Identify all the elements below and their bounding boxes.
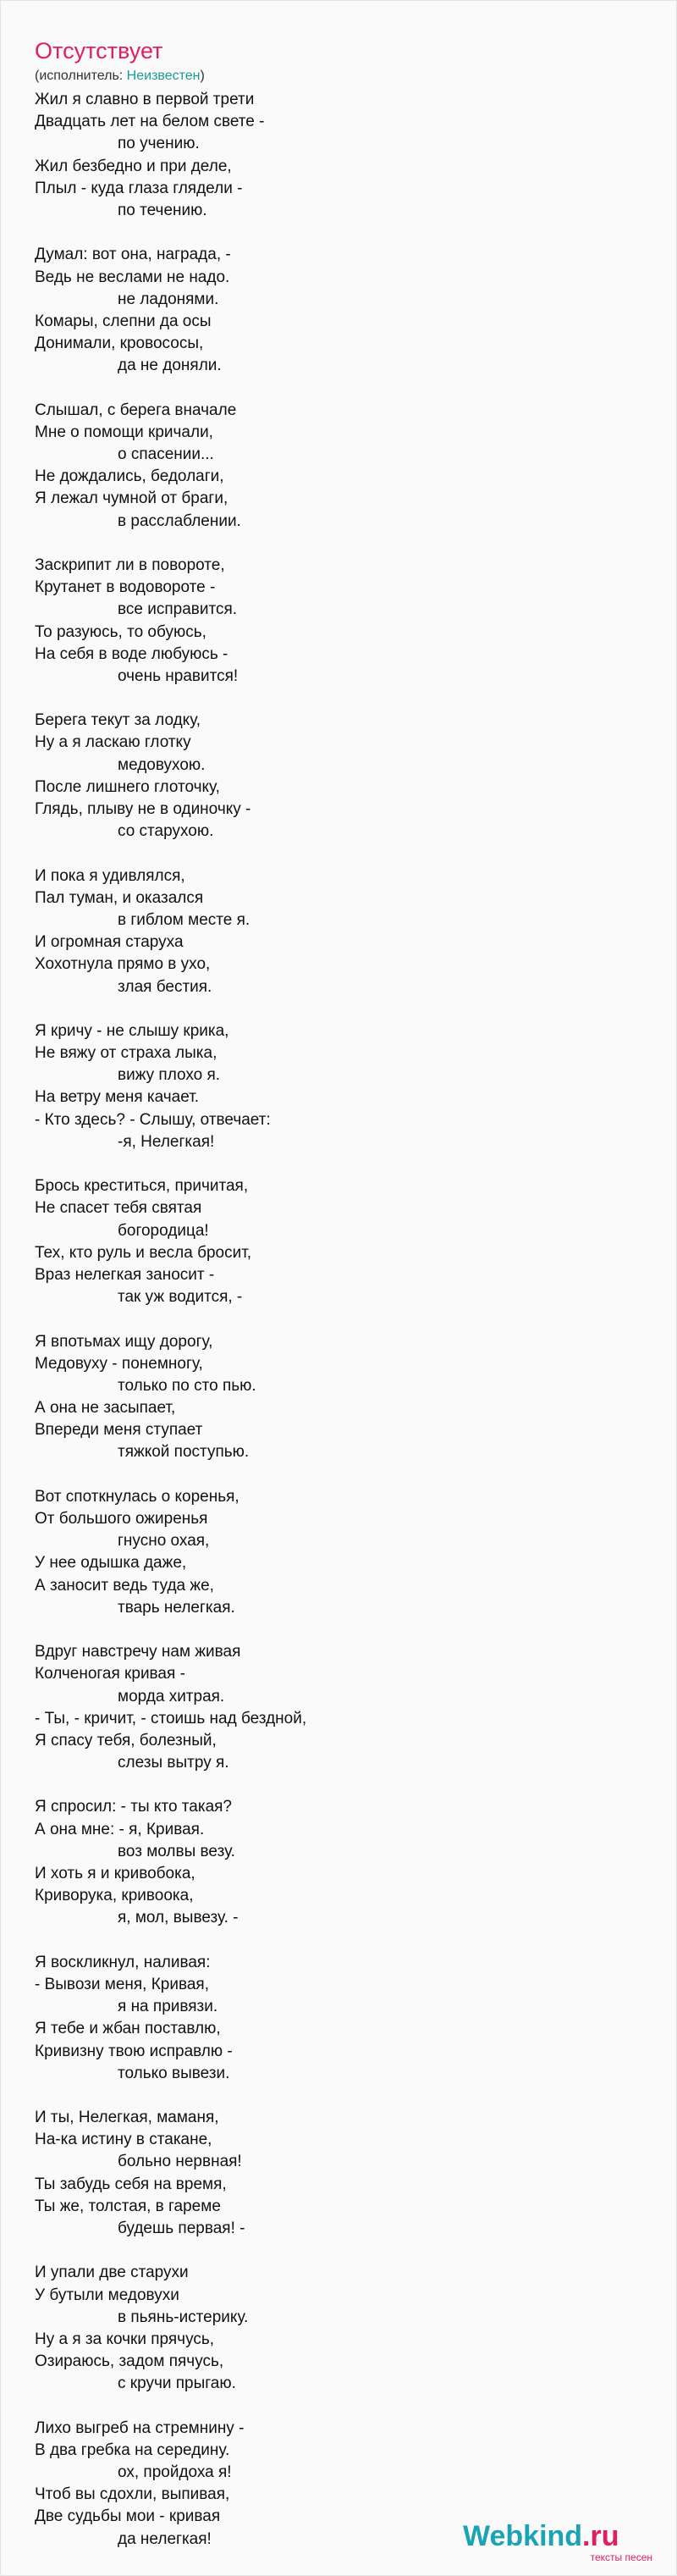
- lyrics-stanza: [35, 89, 644, 222]
- lyric-line: я на привязи.: [118, 1998, 218, 2016]
- lyric-line: - Кто здесь? - Слышу, отвечает:: [35, 1110, 271, 1129]
- lyrics-stanza: [35, 1796, 644, 1929]
- lyrics-stanza: [35, 2262, 644, 2395]
- lyric-line: Две судьбы мои - кривая: [35, 2507, 221, 2526]
- lyric-line: Не дождались, бедолаги,: [35, 467, 224, 486]
- lyric-line: Вот споткнулась о коренья,: [35, 1487, 239, 1506]
- lyric-line: В два гребка на середину.: [35, 2441, 230, 2459]
- lyric-line: И ты, Нелегкая, маманя,: [35, 2109, 219, 2127]
- lyric-line: На ветру меня качает.: [35, 1088, 200, 1107]
- watermark-tagline: тексты песен: [590, 2551, 652, 2563]
- lyric-line: А заносит ведь туда же,: [35, 1576, 214, 1595]
- lyric-line: Озираюсь, задом пячусь,: [35, 2352, 224, 2371]
- lyric-line: И хоть я и кривобока,: [35, 1865, 195, 1882]
- lyric-line: Колченогая кривая -: [35, 1665, 185, 1683]
- lyric-line: Берега текут за лодку,: [35, 711, 201, 730]
- lyric-line: У бутыли медовухи: [35, 2286, 179, 2304]
- lyric-line: больно нервная!: [118, 2153, 242, 2171]
- lyric-line: Глядь, плыву не в одиночку -: [35, 800, 251, 818]
- lyric-line: морда хитрая.: [118, 1687, 225, 1705]
- lyric-line: Донимали, кровососы,: [35, 334, 204, 353]
- lyric-line: в пьянь-истерику.: [118, 2308, 249, 2326]
- lyric-line: И огромная старуха: [35, 933, 184, 952]
- lyric-line: Не вяжу от страха лыка,: [35, 1044, 217, 1063]
- lyric-line: - Вывози меня, Кривая,: [35, 1975, 210, 1993]
- lyrics-stanza: [35, 1020, 644, 1153]
- lyric-line: Я спросил: - ты кто такая?: [35, 1798, 232, 1816]
- lyric-line: Криворука, кривоока,: [35, 1887, 194, 1905]
- lyric-line: со старухою.: [118, 822, 214, 841]
- lyric-line: Медовуху - понемногу,: [35, 1354, 203, 1373]
- lyric-line: все исправится.: [118, 600, 238, 619]
- subtitle-prefix: (исполнитель:: [35, 69, 127, 83]
- lyric-line: От большого ожиренья: [35, 1510, 208, 1528]
- lyric-line: Впереди меня ступает: [35, 1421, 203, 1440]
- lyric-line: ох, пройдоха я!: [118, 2463, 232, 2482]
- lyric-line: по течению.: [118, 201, 207, 219]
- lyric-line: вижу плохо я.: [118, 1066, 221, 1085]
- lyric-line: Пал туман, и оказался: [35, 888, 204, 907]
- lyric-line: Тех, кто руль и весла бросит,: [35, 1243, 252, 1262]
- song-subtitle: [35, 69, 205, 84]
- lyric-line: После лишнего глоточку,: [35, 777, 220, 796]
- lyric-line: злая бестия.: [118, 977, 212, 996]
- lyrics-stanza: [35, 865, 644, 998]
- watermark-brand: Webkind: [463, 2520, 583, 2552]
- lyric-line: тяжкой поступью.: [118, 1443, 250, 1462]
- lyric-line: Думал: вот она, награда, -: [35, 246, 231, 264]
- lyric-line: Жил безбедно и при деле,: [35, 157, 232, 175]
- lyric-line: У нее одышка даже,: [35, 1554, 187, 1573]
- lyric-line: Кривизну твою исправлю -: [35, 2042, 233, 2060]
- lyric-line: И упали две старухи: [35, 2264, 189, 2282]
- lyric-line: я, мол, вывезу. -: [118, 1909, 239, 1927]
- lyric-line: -я, Нелегкая!: [118, 1132, 215, 1151]
- lyric-line: Жил я славно в первой трети: [35, 91, 255, 108]
- lyric-line: Не спасет тебя святая: [35, 1199, 202, 1218]
- lyric-line: Я воскликнул, наливая:: [35, 1953, 211, 1971]
- lyrics-stanza: [35, 1952, 644, 2085]
- lyric-line: Я спасу тебя, болезный,: [35, 1731, 217, 1750]
- lyric-line: будешь первая! -: [118, 2219, 245, 2237]
- lyric-line: только по сто пью.: [118, 1376, 256, 1395]
- lyric-line: слезы вытру я.: [118, 1754, 229, 1772]
- lyrics-stanza: [35, 400, 644, 533]
- lyric-line: тварь нелегкая.: [118, 1598, 235, 1617]
- lyric-line: Слышал, с берега вначале: [35, 401, 237, 419]
- lyrics-stanza: [35, 244, 644, 377]
- lyrics-stanza: [35, 1331, 644, 1464]
- lyric-line: Заскрипит ли в повороте,: [35, 556, 225, 574]
- lyric-line: И пока я удивлялся,: [35, 866, 185, 885]
- lyric-line: очень нравится!: [118, 666, 239, 685]
- lyric-line: медовухою.: [118, 755, 206, 774]
- lyrics-stanza: [35, 555, 644, 688]
- lyric-line: гнусно охая,: [118, 1532, 210, 1551]
- lyric-line: Двадцать лет на белом свете -: [35, 113, 265, 131]
- lyric-line: Вдруг навстречу нам живая: [35, 1643, 241, 1661]
- lyric-line: Я впотьмах ищу дорогу,: [35, 1332, 213, 1351]
- lyric-line: На-ка истину в стакане,: [35, 2131, 212, 2149]
- lyric-line: Ты же, толстая, в гареме: [35, 2197, 221, 2215]
- lyric-line: воз молвы везу.: [118, 1842, 235, 1860]
- song-title: Отсутствует: [35, 38, 163, 64]
- lyric-line: не ладонями.: [118, 290, 219, 308]
- lyrics-stanza: [35, 710, 644, 843]
- lyric-line: Крутанет в водовороте -: [35, 578, 216, 597]
- lyric-line: Враз нелегкая заносит -: [35, 1265, 215, 1284]
- lyric-line: Лихо выгреб на стремнину -: [35, 2418, 245, 2437]
- lyric-line: А она мне: - я, Кривая.: [35, 1820, 205, 1838]
- lyric-line: Комары, слепни да осы: [35, 312, 212, 330]
- lyric-line: Ты забудь себя на время,: [35, 2175, 227, 2193]
- lyric-line: богородица!: [118, 1221, 209, 1240]
- subtitle-suffix: ): [200, 69, 205, 83]
- lyric-line: Ну а я за кочки прячусь,: [35, 2330, 215, 2348]
- lyric-line: в расслаблении.: [118, 511, 241, 530]
- lyric-line: о спасении...: [118, 445, 214, 463]
- lyric-line: Ведь не веслами не надо.: [35, 268, 230, 286]
- lyric-line: На себя в воде любуюсь -: [35, 644, 228, 663]
- site-watermark: [463, 2521, 658, 2563]
- lyric-line: - Ты, - кричит, - стоишь над бездной,: [35, 1709, 307, 1727]
- lyric-line: Мне о помощи кричали,: [35, 423, 213, 441]
- lyric-line: Хохотнула прямо в ухо,: [35, 955, 211, 974]
- lyric-line: А она не засыпает,: [35, 1399, 176, 1418]
- lyric-line: Я кричу - не слышу крика,: [35, 1021, 229, 1040]
- lyric-line: Ну а я ласкаю глотку: [35, 733, 191, 752]
- lyric-line: да нелегкая!: [118, 2529, 212, 2548]
- watermark-domain: .ru: [582, 2520, 619, 2552]
- lyric-line: по учению.: [118, 135, 200, 153]
- lyric-line: То разуюсь, то обуюсь,: [35, 622, 206, 641]
- lyric-line: Чтоб вы сдохли, выпивая,: [35, 2485, 230, 2504]
- lyric-line: Брось креститься, причитая,: [35, 1177, 249, 1196]
- lyric-line: Я тебе и жбан поставлю,: [35, 2020, 221, 2038]
- lyrics-stanza: [35, 2107, 644, 2240]
- lyrics-body: [35, 89, 644, 2573]
- artist-link[interactable]: Неизвестен: [126, 69, 201, 83]
- lyric-line: в гиблом месте я.: [118, 910, 250, 929]
- lyric-line: с кручи прыгаю.: [118, 2374, 236, 2393]
- watermark-logo: [463, 2521, 658, 2551]
- lyrics-stanza: [35, 1641, 644, 1774]
- lyric-line: Я лежал чумной от браги,: [35, 489, 228, 508]
- lyric-line: Плыл - куда глаза глядели -: [35, 179, 243, 197]
- lyric-line: только вывези.: [118, 2064, 230, 2082]
- lyrics-stanza: [35, 1175, 644, 1308]
- lyric-line: да не доняли.: [118, 357, 222, 375]
- lyric-line: так уж водится, -: [118, 1288, 243, 1307]
- lyrics-stanza: [35, 1486, 644, 1619]
